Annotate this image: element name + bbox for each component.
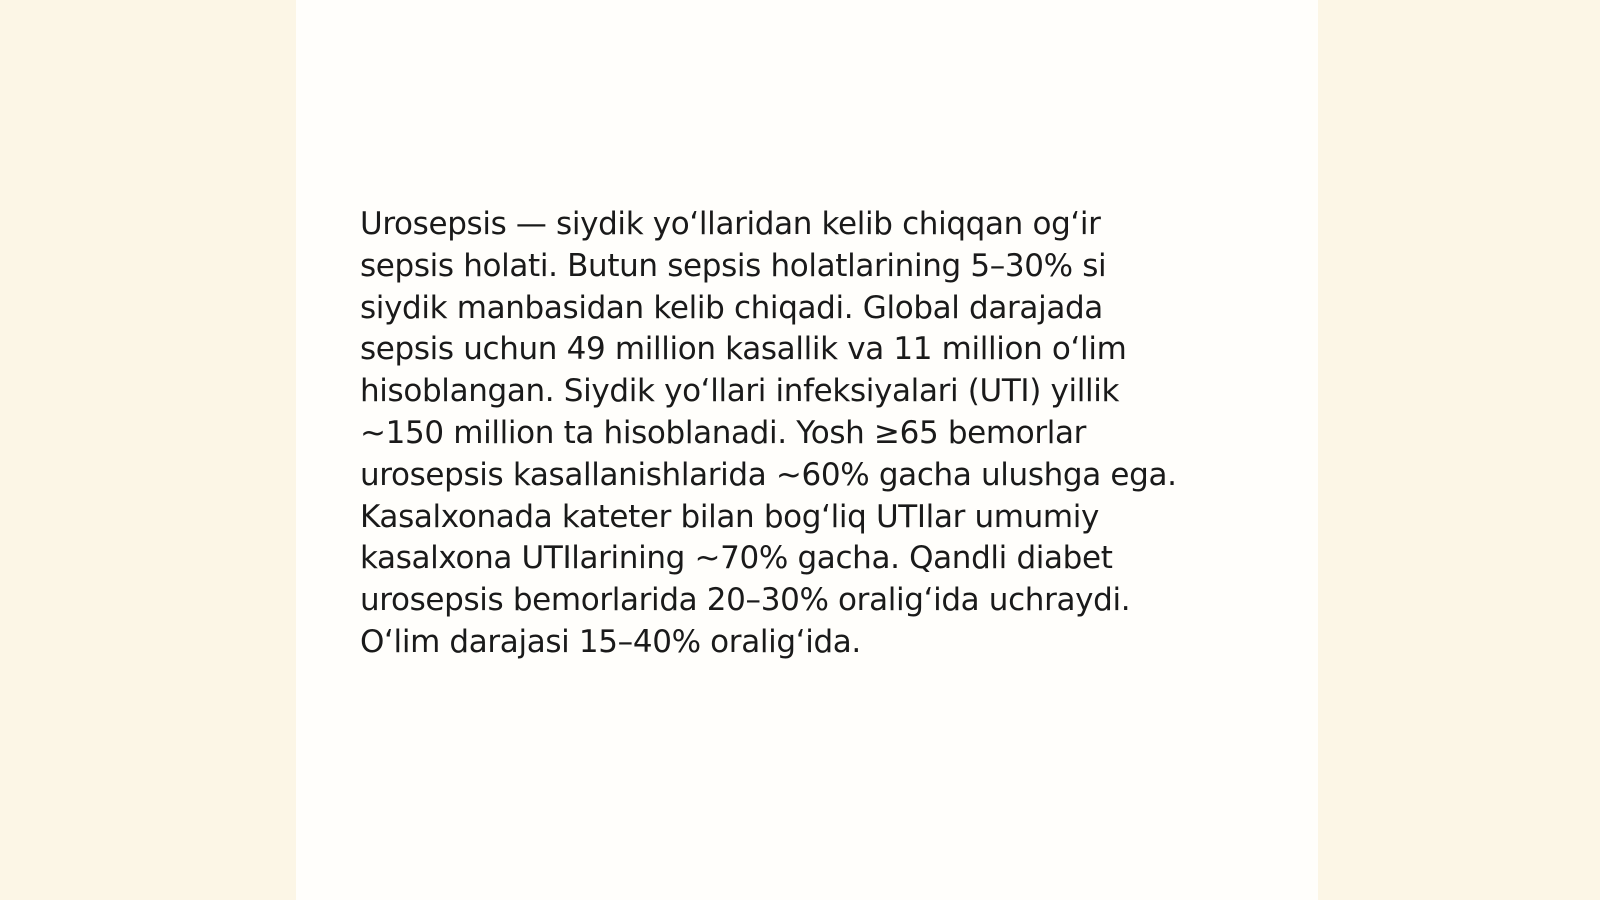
slide-body-text: Urosepsis — siydik yoʻllaridan kelib chiqqan ogʻir sepsis holati. Butun sepsis holatlarining 5–30% si siydik manbasidan kelib chiqadi. Global darajada sepsis uchun 49 million kasallik va 11 million oʻlim hisoblangan. Siydik yoʻllari infeksiyalari (UTI) yillik ~150 million ta hisoblanadi. Yosh ≥65 bemorlar urosepsis kasallanishlarida ~60% gacha ulushga ega. Kasalxonada kateter bilan bogʻliq UTIlar umumiy kasalxona UTIlarining ~70% gacha. Qandli diabet urosepsis bemorlarida 20–30% oraligʻida uchraydi. Oʻlim darajasi 15–40% oraligʻida. [360,206,1177,660]
right-margin-panel [1318,0,1600,900]
left-margin-panel [0,0,296,900]
slide-canvas [296,0,1318,900]
